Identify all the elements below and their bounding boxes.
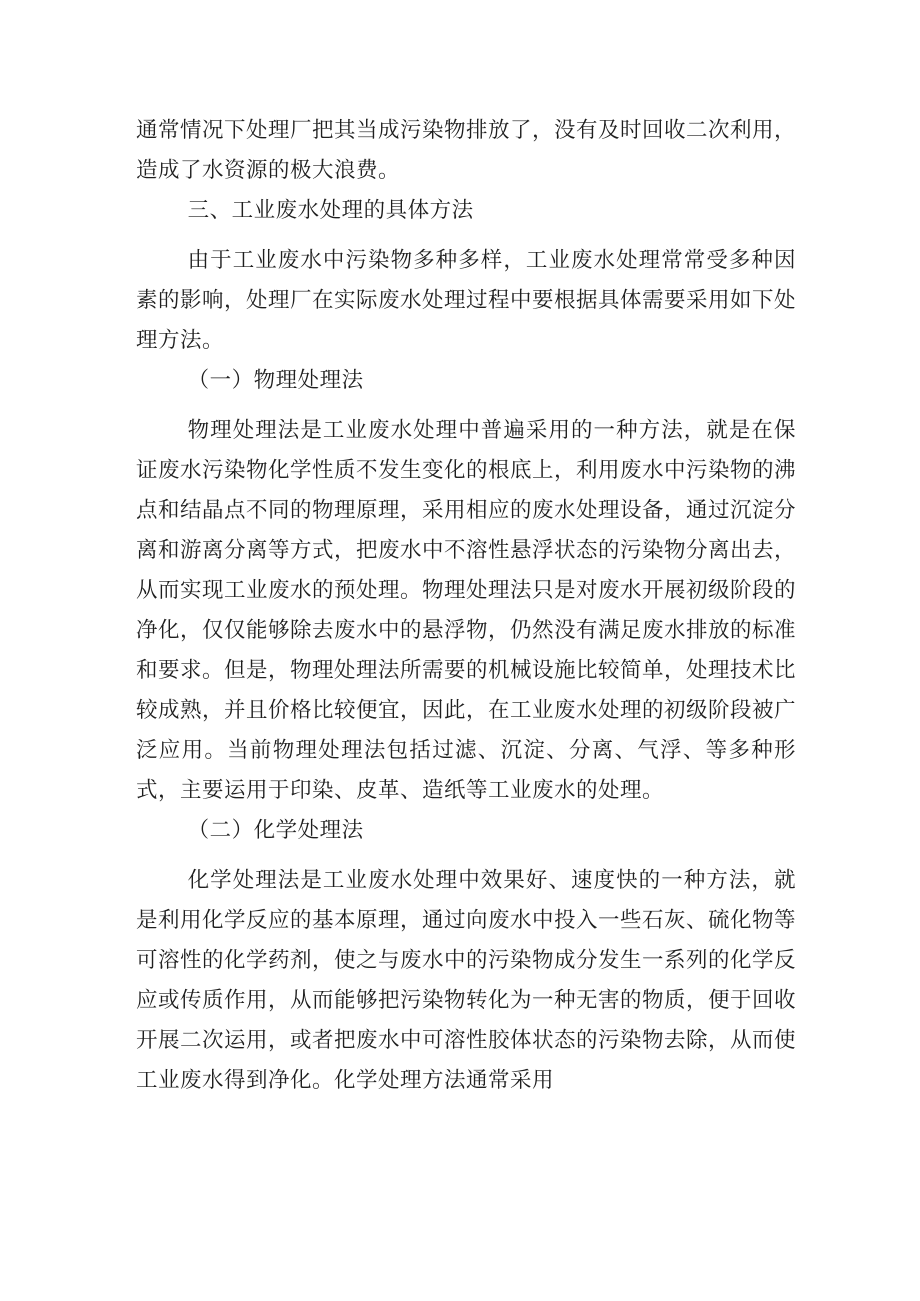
paragraph-chemical-method: 化学处理法是工业废水处理中效果好、速度快的一种方法，就是利用化学反应的基本原理，通过向废水中投入一些石灰、硫化物等可溶性的化学药剂，使之与废水中的污染物成分发生一系列的化学反应或传质作用，从而能够把污染物转化为一种无害的物质，便于回收开展二次运用，或者把废水中可溶性胶体状态的污染物去除，从而使工业废水得到净化。化学处理方法通常采用 [136, 868, 797, 1093]
section-heading-3: 三、工业废水处理的具体方法 [187, 198, 474, 223]
subheading-chemical-method: （二）化学处理法 [187, 818, 364, 843]
paragraph-intro-methods: 由于工业废水中污染物多种多样，工业废水处理常常受多种因素的影响，处理厂在实际废水处理过程中要根据具体需要采用如下处理方法。 [136, 248, 797, 353]
subheading-physical-method: （一）物理处理法 [187, 368, 364, 393]
document-body [136, 111, 796, 1101]
paragraph-continuation: 通常情况下处理厂把其当成污染物排放了，没有及时回收二次利用，造成了水资源的极大浪费。 [136, 118, 797, 183]
paragraph-physical-method: 物理处理法是工业废水处理中普遍采用的一种方法，就是在保证废水污染物化学性质不发生变化的根底上，利用废水中污染物的沸点和结晶点不同的物理原理，采用相应的废水处理设备，通过沉淀分离和游离分离等方式，把废水中不溶性悬浮状态的污染物分离出去，从而实现工业废水的预处理。物理处理法只是对废水开展初级阶段的净化，仅仅能够除去废水中的悬浮物，仍然没有满足废水排放的标准和要求。但是，物理处理法所需要的机械设施比较简单，处理技术比较成熟，并且价格比较便宜，因此，在工业废水处理的初级阶段被广泛应用。当前物理处理法包括过滤、沉淀、分离、气浮、等多种形式，主要运用于印染、皮革、造纸等工业废水的处理。 [136, 418, 797, 803]
